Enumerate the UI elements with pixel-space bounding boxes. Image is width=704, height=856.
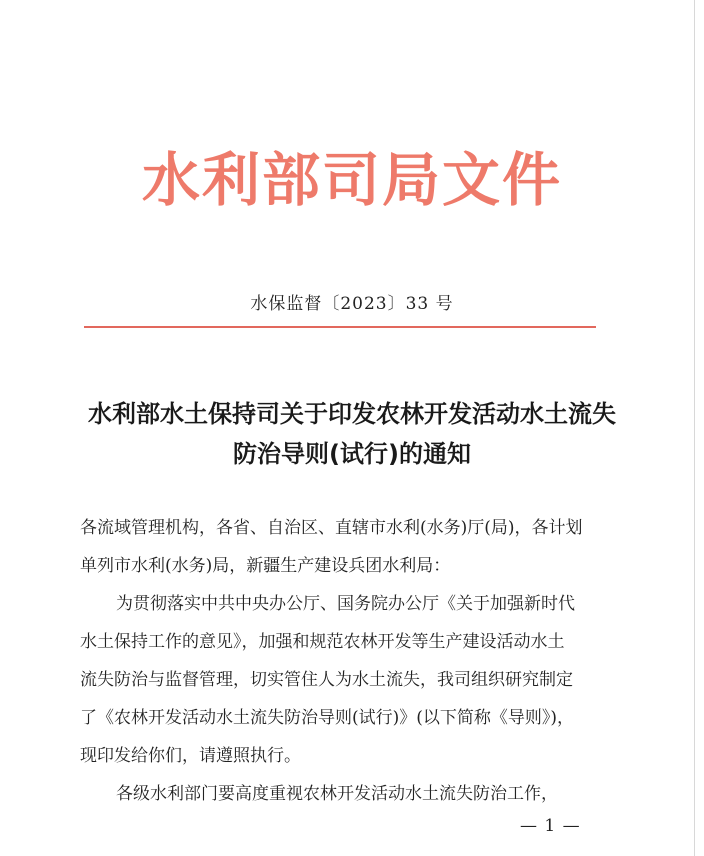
page-number: — 1 — xyxy=(520,816,581,836)
recipients-line-1: 各流域管理机构，各省、自治区、直辖市水利(水务)厅(局)，各计划 xyxy=(80,518,583,538)
title-line-1: 水利部水土保持司关于印发农林开发活动水土流失 xyxy=(88,400,616,428)
paragraph-1-line-1: 为贯彻落实中共中央办公厅、国务院办公厅《关于加强新时代 xyxy=(116,594,575,614)
paragraph-1-line-4: 了《农林开发活动水土流失防治导则(试行)》(以下简称《导则》)， xyxy=(80,708,575,728)
recipients-line-2: 单列市水利(水务)局，新疆生产建设兵团水利局： xyxy=(80,556,451,576)
red-separator-line xyxy=(84,326,596,328)
title-line-2: 防治导则(试行)的通知 xyxy=(233,440,471,468)
document-number: 水保监督〔2023〕33 号 xyxy=(250,294,454,314)
page-edge-line xyxy=(694,0,695,856)
paragraph-1-line-5: 现印发给你们，请遵照执行。 xyxy=(80,746,301,766)
paragraph-1-line-2: 水土保持工作的意见》，加强和规范农林开发等生产建设活动水土 xyxy=(80,632,565,652)
paragraph-1-line-3: 流失防治与监督管理，切实管住人为水土流失，我司组织研究制定 xyxy=(80,670,573,690)
document-title xyxy=(40,394,664,474)
masthead-title: 水利部司局文件 xyxy=(141,146,562,214)
paragraph-2-line-1: 各级水利部门要高度重视农林开发活动水土流失防治工作， xyxy=(116,784,558,804)
